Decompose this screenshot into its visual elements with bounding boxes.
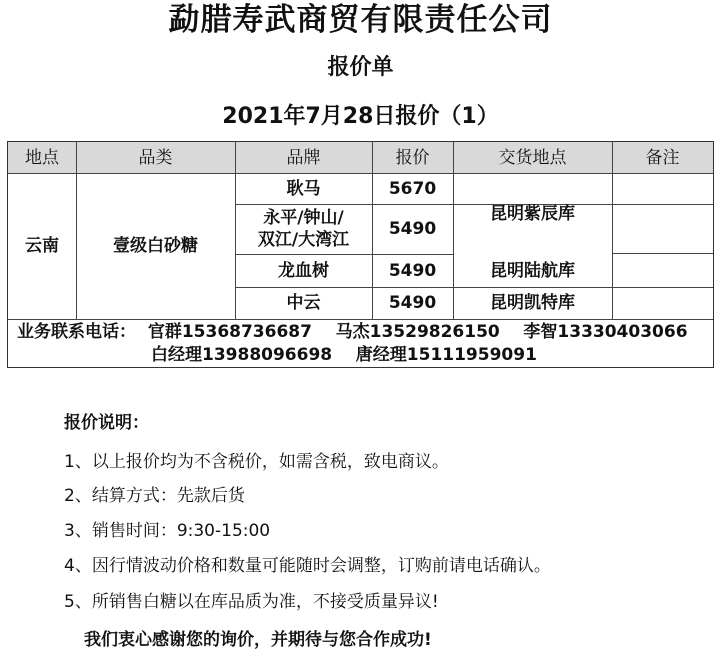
delivery-cell: 昆明凯特库 — [490, 293, 575, 313]
company-name: 勐腊寿武商贸有限责任公司 — [168, 2, 553, 38]
category-cell: 壹级白砂糖 — [113, 236, 198, 256]
price-cell: 5670 — [388, 178, 437, 199]
note-item: 2、结算方式：先款后货 — [64, 486, 245, 506]
brand-cell: 耿马 — [286, 178, 321, 199]
grid-line — [612, 253, 713, 254]
column-header-brand: 品牌 — [286, 147, 321, 168]
column-header-location: 地点 — [25, 147, 59, 168]
price-table — [7, 141, 714, 368]
note-item: 1、以上报价均为不含税价，如需含税，致电商议。 — [64, 452, 449, 472]
price-cell: 5490 — [388, 219, 437, 239]
brand-cell — [235, 204, 372, 254]
contact-line: 白经理13988096698 唐经理15111959091 — [151, 345, 537, 365]
quote-date-title: 2021年7月28日报价（1） — [222, 104, 499, 129]
price-cell: 5490 — [388, 260, 437, 281]
column-header-delivery: 交货地点 — [498, 147, 567, 168]
column-header-remarks: 备注 — [645, 147, 680, 168]
price-cell: 5490 — [388, 293, 437, 313]
brand-line: 永平/钟山/ — [263, 208, 344, 228]
brand-line: 双江/大湾江 — [257, 230, 350, 250]
brand-cell: 中云 — [286, 293, 321, 313]
contact-line: 业务联系电话： 官群15368736687 马杰13529826150 李智13330403066 — [17, 322, 688, 342]
delivery-cell: 昆明陆航库 — [490, 260, 575, 281]
notes-title: 报价说明： — [64, 413, 149, 433]
closing-message: 我们衷心感谢您的询价，并期待与您合作成功! — [84, 630, 432, 650]
note-item: 3、销售时间：9:30-15:00 — [64, 521, 271, 541]
column-header-category: 品类 — [138, 147, 173, 168]
delivery-cell: 昆明紫辰库 — [490, 203, 575, 224]
column-header-price: 报价 — [395, 147, 430, 168]
brand-cell: 龙血树 — [278, 260, 329, 281]
location-cell: 云南 — [25, 236, 59, 256]
grid-line — [612, 204, 713, 205]
note-item: 5、所销售白糖以在库品质为准，不接受质量异议! — [64, 592, 439, 612]
document-title: 报价单 — [327, 55, 394, 80]
note-item: 4、因行情波动价格和数量可能随时会调整，订购前请电话确认。 — [64, 556, 551, 576]
